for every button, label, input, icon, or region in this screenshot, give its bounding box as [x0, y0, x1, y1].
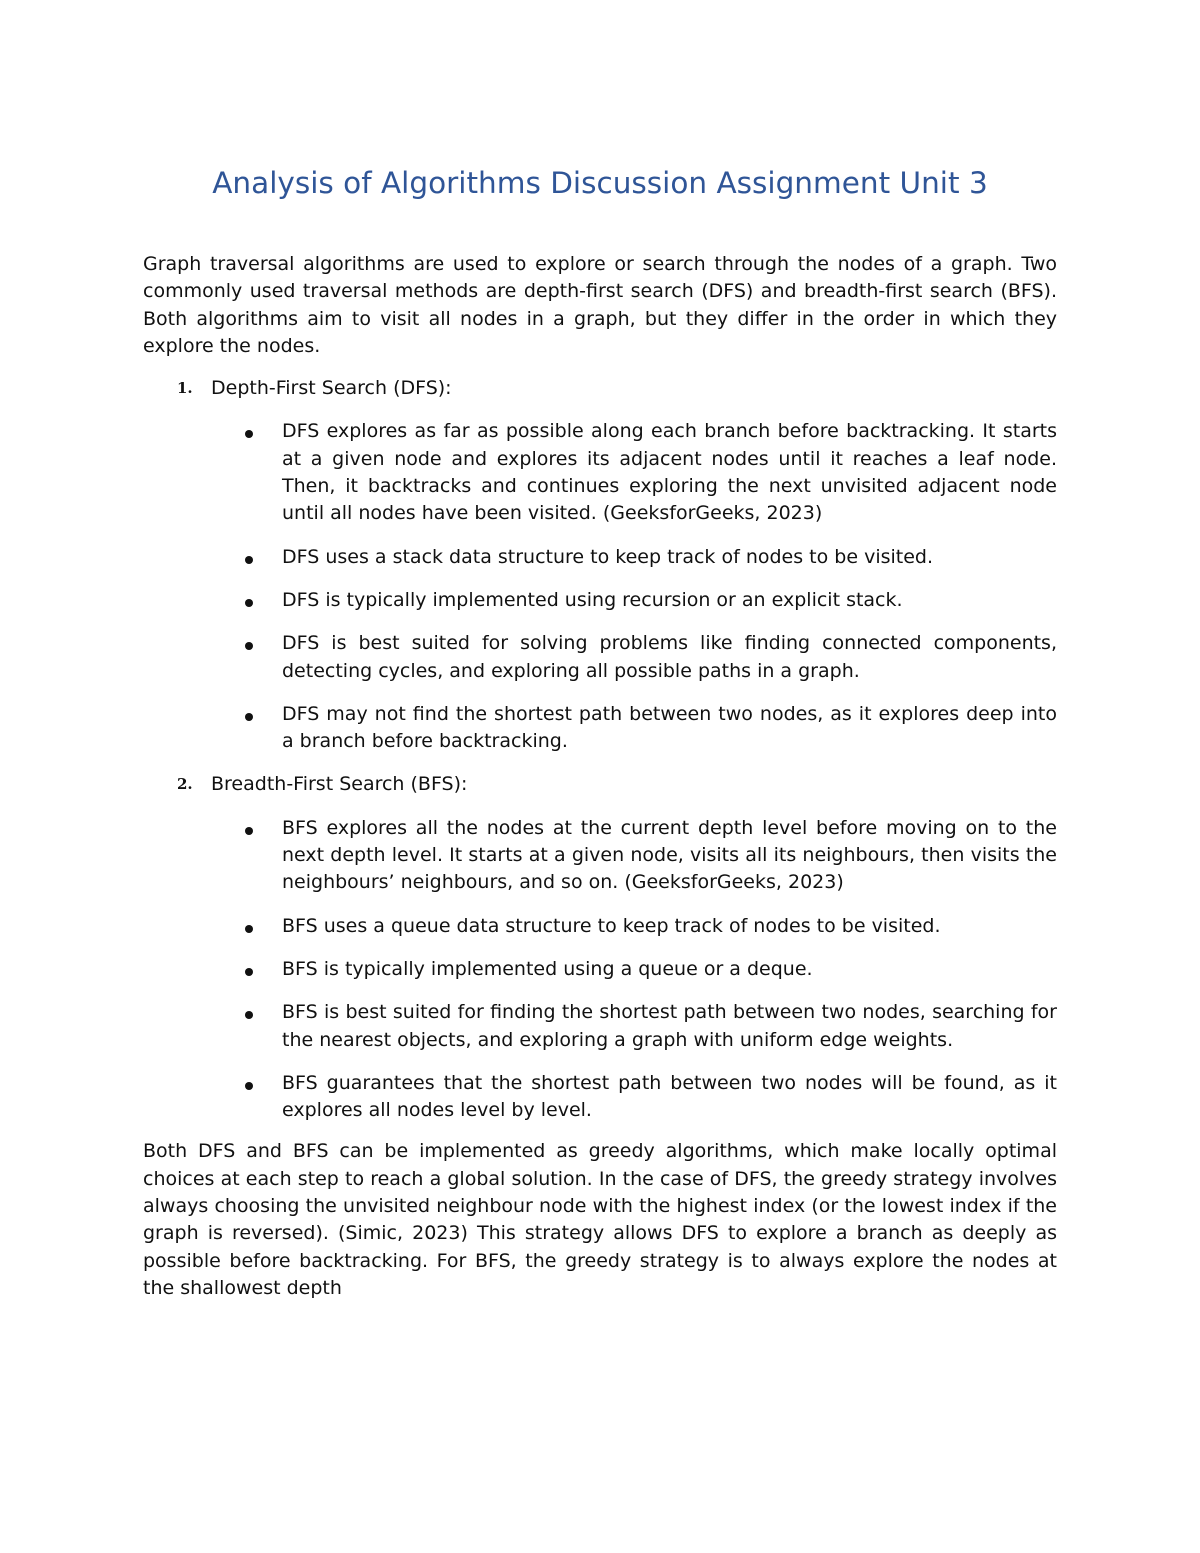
bullet-dot-icon — [245, 925, 253, 933]
list-item — [143, 999, 1057, 1054]
list-item — [143, 587, 1057, 614]
list-item-text: DFS may not find the shortest path between two nodes, as it explores deep into a branch before backtracking. — [282, 702, 1057, 753]
intro-paragraph: Graph traversal algorithms are used to explore or search through the nodes of a graph. Two commonly used traversal methods are depth-first search (DFS) and breadth-first search (BFS). Both algorithms aim to visit all nodes in a graph, but they differ in the order in which they explore the nodes. — [143, 253, 1057, 357]
document-title: Analysis of Algorithms Discussion Assignment Unit 3 — [212, 166, 988, 200]
section-number: 1. — [177, 379, 193, 398]
list-item — [143, 418, 1057, 527]
list-item-text: DFS is typically implemented using recursion or an explicit stack. — [282, 588, 903, 611]
list-item-text: DFS uses a stack data structure to keep track of nodes to be visited. — [282, 545, 934, 568]
closing-paragraph: Both DFS and BFS can be implemented as greedy algorithms, which make locally optimal choices at each step to reach a global solution. In the case of DFS, the greedy strategy involves always choosing the unvisited neighbour node with the highest index (or the lowest index if the graph is reversed). (Simic, 2023) This strategy allows DFS to explore a branch as deeply as possible before backtracking. For BFS, the greedy strategy is to always explore the nodes at the shallowest depth — [143, 1140, 1057, 1299]
bullet-list — [143, 418, 1057, 755]
list-item — [143, 956, 1057, 983]
bullet-dot-icon — [245, 556, 253, 564]
list-item-text: BFS is typically implemented using a queue or a deque. — [282, 957, 813, 980]
list-item-text: DFS is best suited for solving problems like finding connected components, detecting cycles, and exploring all possible paths in a graph. — [282, 632, 1057, 682]
bullet-dot-icon — [245, 1011, 253, 1019]
section-dfs — [143, 375, 1057, 755]
list-item — [143, 913, 1057, 940]
bullet-dot-icon — [245, 1082, 253, 1090]
section-heading-text: Breadth-First Search (BFS): — [211, 773, 468, 796]
list-item-text: DFS explores as far as possible along each branch before backtracking. It starts at a given node and explores its adjacent nodes until it reaches a leaf node. Then, it backtracks and continues exploring the next unvisited adjacent node until all nodes have been visited. (GeeksforGeeks, 2023) — [282, 420, 1057, 525]
bullet-dot-icon — [245, 968, 253, 976]
bullet-dot-icon — [245, 642, 253, 650]
bullet-dot-icon — [245, 713, 253, 721]
list-item-text: BFS uses a queue data structure to keep track of nodes to be visited. — [282, 914, 941, 937]
bullet-dot-icon — [245, 430, 253, 438]
section-heading — [143, 771, 1057, 798]
list-item-text: BFS guarantees that the shortest path between two nodes will be found, as it explores all nodes level by level. — [282, 1071, 1057, 1122]
list-item — [143, 815, 1057, 897]
section-number: 2. — [177, 775, 193, 794]
list-item-text: BFS explores all the nodes at the current depth level before moving on to the next depth level. It starts at a given node, visits all its neighbours, then visits the neighbours’ neighbours, and so on. (GeeksforGeeks, 2023) — [282, 816, 1057, 894]
list-item-text: BFS is best suited for finding the shortest path between two nodes, searching for the nearest objects, and exploring a graph with uniform edge weights. — [282, 1001, 1057, 1051]
section-heading — [143, 375, 1057, 402]
document-page — [143, 160, 1057, 1302]
section-bfs — [143, 771, 1057, 1124]
list-item — [143, 701, 1057, 756]
list-item — [143, 544, 1057, 571]
bullet-dot-icon — [245, 599, 253, 607]
section-heading-text: Depth-First Search (DFS): — [211, 377, 452, 400]
list-item — [143, 630, 1057, 685]
bullet-list — [143, 815, 1057, 1125]
list-item — [143, 1070, 1057, 1125]
bullet-dot-icon — [245, 827, 253, 835]
